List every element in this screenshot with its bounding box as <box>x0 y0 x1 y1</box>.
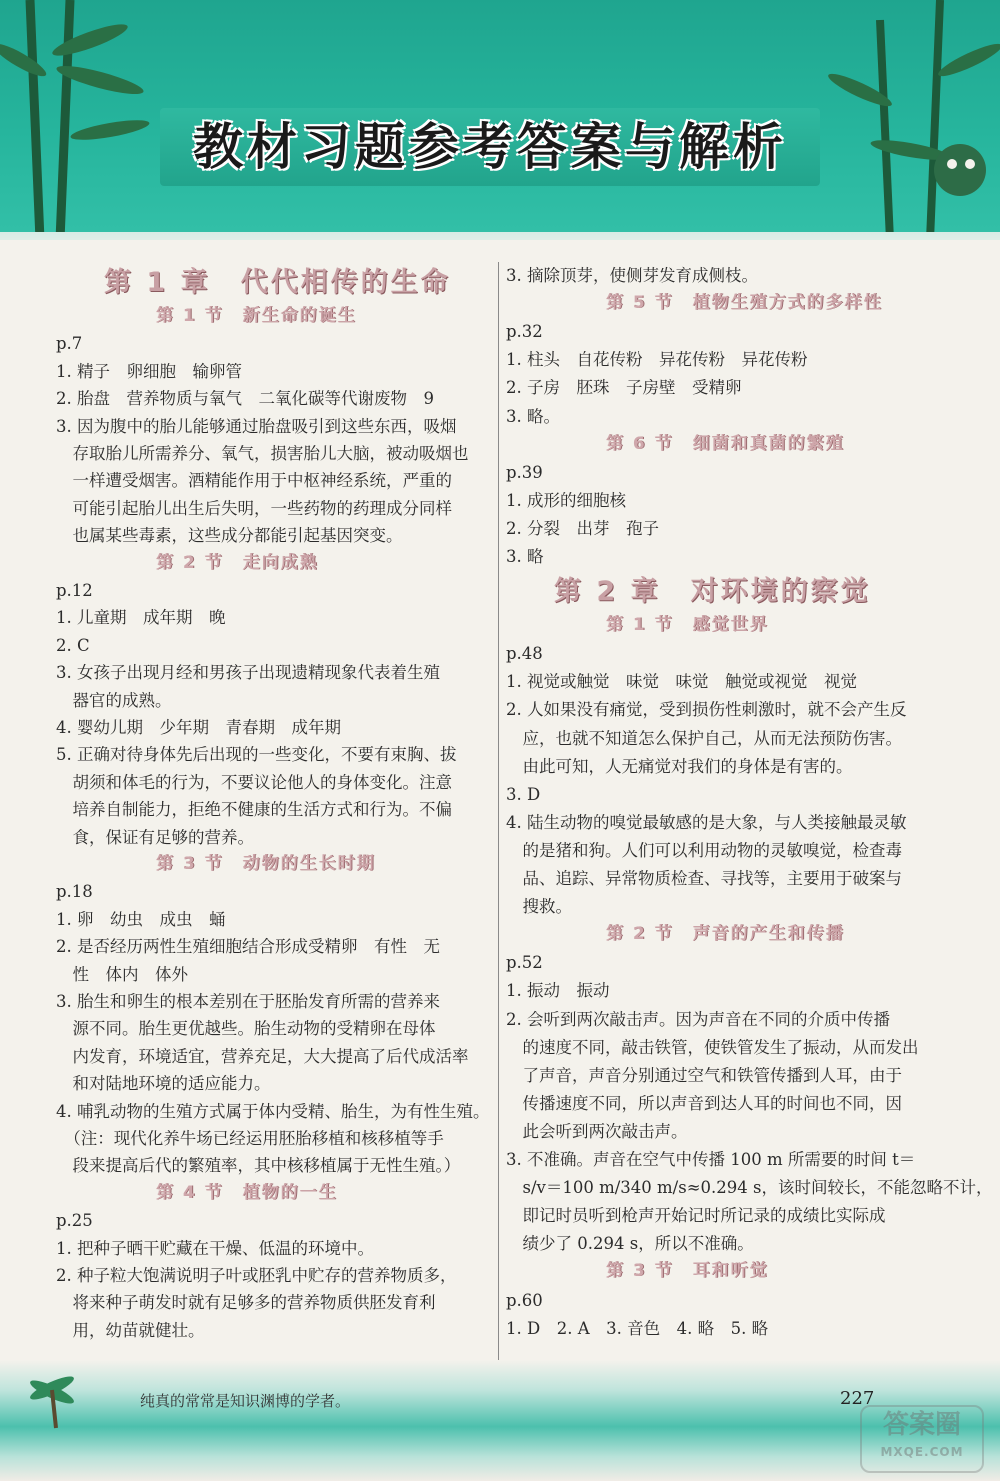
answer-line: （注：现代化养牛场已经运用胚胎移植和核移植等手 <box>56 1129 444 1148</box>
answer-line: 用，幼苗就健壮。 <box>56 1320 205 1340</box>
answer-line: 和对陆地环境的适应能力。 <box>56 1074 271 1094</box>
answer-line: 3. 因为腹中的胎儿能够通过胎盘吸引到这些东西，吸烟 <box>56 416 457 436</box>
answer-line: 1. 儿童期 成年期 晚 <box>56 608 226 628</box>
answer-line: 应，也就不知道怎么保护自己，从而无法预防伤害。 <box>506 728 902 748</box>
answer-line: 3. 略 <box>506 547 544 566</box>
answer-line: 1. 把种子晒干贮藏在干燥、低温的环境中。 <box>56 1238 374 1258</box>
footer-band <box>0 1360 1000 1481</box>
answer-line: 2. 子房 胚珠 子房壁 受精卵 <box>506 378 742 398</box>
answer-line: 4. 婴幼儿期 少年期 青春期 成年期 <box>56 718 341 737</box>
page-reference: p.48 <box>506 644 543 664</box>
answer-line: 的是猪和狗。人们可以利用动物的灵敏嗅觉，检查毒 <box>506 840 902 860</box>
header-fade <box>0 232 1000 240</box>
page-reference: p.32 <box>506 322 543 342</box>
answer-line: 食，保证有足够的营养。 <box>56 827 254 847</box>
chapter-heading: 第 1 章 代代相传的生命 <box>104 267 451 298</box>
answer-line: 3. 胎生和卵生的根本差别在于胚胎发育所需的营养来 <box>56 992 440 1011</box>
answer-line: 2. 人如果没有痛觉，受到损伤性刺激时，就不会产生反 <box>506 700 907 720</box>
section-heading: 第 2 节 声音的产生和传播 <box>606 924 845 945</box>
bamboo-right-decoration <box>820 0 1000 240</box>
answer-line: 2. 会听到两次敲击声。因为声音在不同的介质中传播 <box>506 1009 890 1029</box>
column-divider <box>498 262 499 1362</box>
answer-line: 品、追踪、异常物质检查、寻找等，主要用于破案与 <box>506 869 902 888</box>
page-reference: p.7 <box>56 334 83 354</box>
answer-line: 源不同。胎生更优越些。胎生动物的受精卵在母体 <box>56 1019 436 1039</box>
answer-line: 搜救。 <box>506 897 572 917</box>
answer-line: 3. 略。 <box>506 406 560 426</box>
answer-line: 3. D <box>506 784 541 804</box>
chapter-heading: 第 2 章 对环境的察觉 <box>554 576 871 608</box>
page-number: 227 <box>840 1388 875 1409</box>
answer-line: 的速度不同，敲击铁管，使铁管发生了振动，从而发出 <box>506 1037 919 1057</box>
answer-line: 存取胎儿所需养分、氧气，损害胎儿大脑，被动吸烟也 <box>56 444 469 463</box>
answer-line: 1. 精子 卵细胞 输卵管 <box>56 361 242 381</box>
answer-line: 3. 不准确。声音在空气中传播 100 m 所需要的时间 t＝ <box>506 1150 916 1169</box>
section-heading: 第 3 节 耳和听觉 <box>606 1261 769 1282</box>
answer-line: 将来种子萌发时就有足够多的营养物质供胚发育利 <box>56 1293 436 1313</box>
page-reference: p.25 <box>56 1211 93 1231</box>
answer-line: 4. 陆生动物的嗅觉最敏感的是大象，与人类接触最灵敏 <box>506 812 907 832</box>
section-heading: 第 1 节 感觉世界 <box>606 615 769 636</box>
answer-line: 培养自制能力，拒绝不健康的生活方式和行为。不偏 <box>56 800 452 820</box>
section-heading: 第 4 节 植物的一生 <box>156 1182 338 1203</box>
answer-line: 5. 正确对待身体先后出现的一些变化，不要有束胸、拔 <box>56 745 457 765</box>
answer-line: 1. 成形的细胞核 <box>506 490 626 510</box>
palm-tree-icon <box>22 1370 82 1430</box>
answer-line: 2. C <box>56 635 90 655</box>
answer-line: 胡须和体毛的行为，不要议论他人的身体变化。注意 <box>56 772 452 792</box>
answer-line: s/v＝100 m/340 m/s≈0.294 s，该时间较长，不能忽略不计， <box>506 1178 993 1198</box>
answer-line: 内发育，环境适宜，营养充足，大大提高了后代成活率 <box>56 1046 469 1066</box>
answer-line: 1. 振动 振动 <box>506 981 610 1001</box>
answer-line: 2. 胎盘 营养物质与氧气 二氧化碳等代谢废物 9 <box>56 389 434 409</box>
answer-line: 1. D 2. A 3. 音色 4. 略 5. 略 <box>506 1318 769 1338</box>
answer-line: 2. 是否经历两性生殖细胞结合形成受精卵 有性 无 <box>56 937 440 957</box>
section-heading: 第 6 节 细菌和真菌的繁殖 <box>606 433 845 454</box>
page-reference: p.60 <box>506 1290 543 1310</box>
page-reference: p.12 <box>56 581 93 600</box>
page-reference: p.18 <box>56 882 93 902</box>
answer-line: 器官的成熟。 <box>56 690 172 710</box>
answer-line: 也属某些毒素，这些成分都能引起基因突变。 <box>56 526 403 546</box>
answer-line: 由此可知，人无痛觉对我们的身体是有害的。 <box>506 756 853 776</box>
answer-line: 3. 女孩子出现月经和男孩子出现遗精现象代表着生殖 <box>56 663 440 683</box>
site-watermark <box>860 1405 984 1473</box>
section-heading: 第 3 节 动物的生长时期 <box>156 854 376 874</box>
page-reference: p.52 <box>506 953 543 973</box>
answer-line: 2. 种子粒大饱满说明子叶或胚乳中贮存的营养物质多， <box>56 1266 457 1285</box>
answer-line: 传播速度不同，所以声音到达人耳的时间也不同，因 <box>506 1093 902 1113</box>
answer-line: 可能引起胎儿出生后失明，一些药物的药理成分同样 <box>56 498 452 518</box>
section-heading: 第 1 节 新生命的诞生 <box>156 306 357 326</box>
answer-line: 1. 卵 幼虫 成虫 蛹 <box>56 909 226 929</box>
answer-line: 即记时员听到枪声开始记时所记录的成绩比实际成 <box>506 1206 886 1226</box>
section-heading: 第 2 节 走向成熟 <box>156 552 319 573</box>
watermark-url: MXQE.COM <box>880 1445 964 1459</box>
answer-line: 3. 摘除顶芽，使侧芽发育成侧枝。 <box>506 266 758 285</box>
answer-line: 段来提高后代的繁殖率，其中核移植属于无性生殖。） <box>56 1156 461 1176</box>
answer-line: 1. 柱头 自花传粉 异花传粉 异花传粉 <box>506 350 808 370</box>
section-heading: 第 5 节 植物生殖方式的多样性 <box>606 293 883 314</box>
page-title: 教材习题参考答案与解析 <box>193 118 787 176</box>
answer-line: 绩少了 0.294 s，所以不准确。 <box>506 1234 754 1254</box>
answer-line: 1. 视觉或触觉 味觉 味觉 触觉或视觉 视觉 <box>506 672 857 692</box>
footer-motto: 纯真的常常是知识渊博的学者。 <box>140 1392 351 1410</box>
page-reference: p.39 <box>506 462 543 482</box>
answer-line: 此会听到两次敲击声。 <box>506 1121 688 1141</box>
answer-line: 2. 分裂 出芽 孢子 <box>506 518 659 538</box>
answer-line: 性 体内 体外 <box>56 964 188 984</box>
answer-line: 一样遭受烟害。酒精能作用于中枢神经系统，严重的 <box>56 471 452 491</box>
answer-line: 了声音，声音分别通过空气和铁管传播到人耳，由于 <box>506 1065 902 1085</box>
header-banner <box>0 0 1000 240</box>
answer-line: 4. 哺乳动物的生殖方式属于体内受精、胎生，为有性生殖。 <box>56 1101 490 1121</box>
watermark-logo-text: 答案圈 <box>882 1410 961 1440</box>
